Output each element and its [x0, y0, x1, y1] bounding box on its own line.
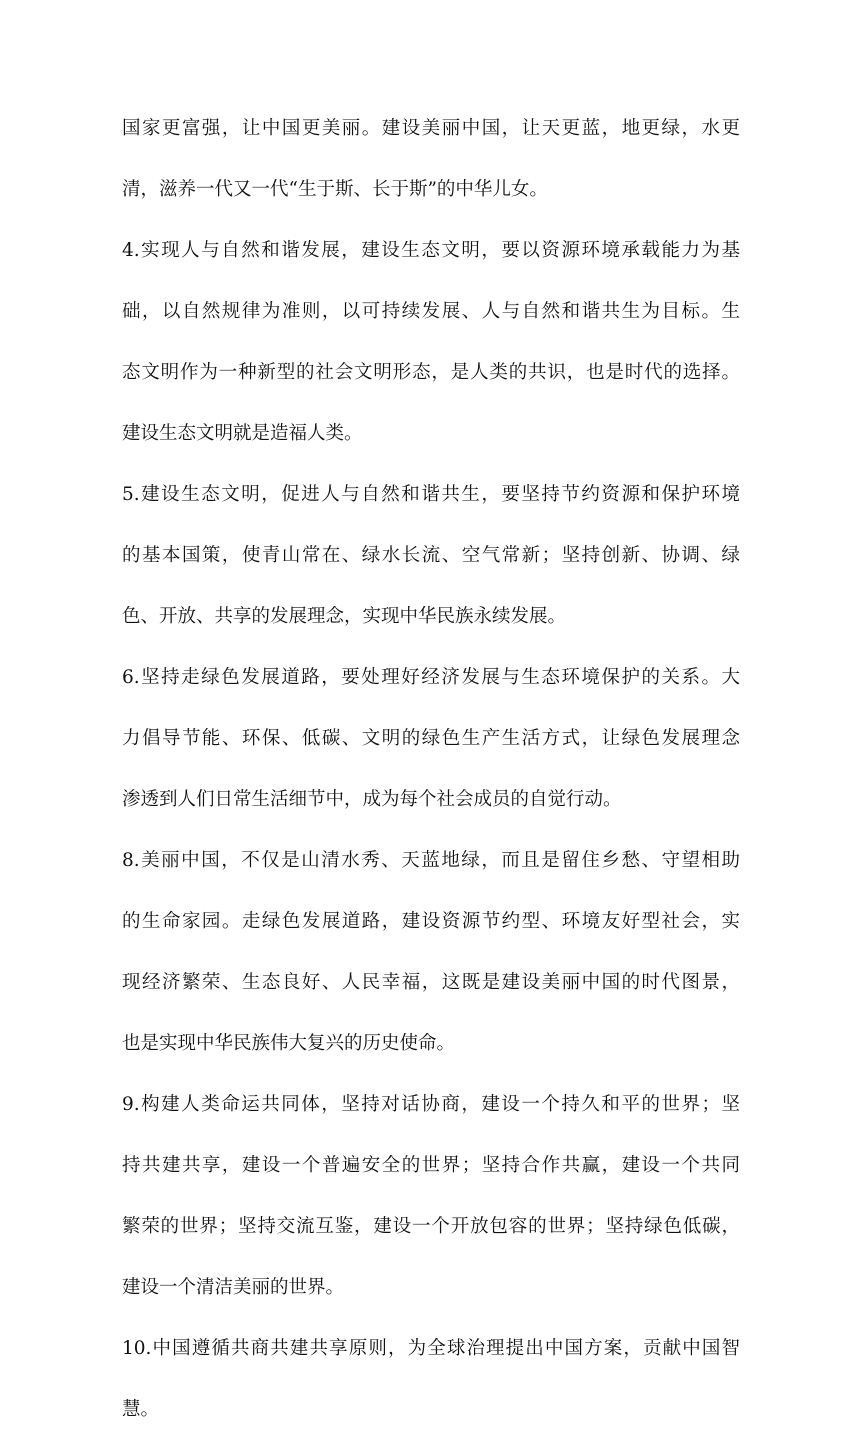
text-line: 清，滋养一代又一代“生于斯、长于斯”的中华儿女。 [122, 179, 548, 200]
text-line: 力倡导节能、环保、低碳、文明的绿色生产生活方式，让绿色发展理念 [122, 728, 740, 749]
text-line: 4.实现人与自然和谐发展，建设生态文明，要以资源环境承载能力为基 [122, 240, 740, 261]
text-line: 建设生态文明就是造福人类。 [122, 423, 363, 444]
text-line: 持共建共享，建设一个普遍安全的世界；坚持合作共赢，建设一个共同 [122, 1155, 740, 1176]
text-line: 础，以自然规律为准则，以可持续发展、人与自然和谐共生为目标。生 [122, 301, 740, 322]
text-line: 5.建设生态文明，促进人与自然和谐共生，要坚持节约资源和保护环境 [122, 484, 740, 505]
text-line: 也是实现中华民族伟大复兴的历史使命。 [122, 1033, 456, 1054]
text-line: 8.美丽中国，不仅是山清水秀、天蓝地绿，而且是留住乡愁、守望相助 [122, 850, 740, 871]
text-line: 繁荣的世界；坚持交流互鉴，建设一个开放包容的世界；坚持绿色低碳， [122, 1216, 740, 1237]
text-line: 建设一个清洁美丽的世界。 [122, 1277, 345, 1298]
text-line: 的生命家园。走绿色发展道路，建设资源节约型、环境友好型社会，实 [122, 911, 740, 932]
text-line: 9.构建人类命运共同体，坚持对话协商，建设一个持久和平的世界；坚 [122, 1094, 740, 1115]
text-line: 色、开放、共享的发展理念，实现中华民族永续发展。 [122, 606, 567, 627]
text-line: 国家更富强，让中国更美丽。建设美丽中国，让天更蓝，地更绿，水更 [122, 118, 740, 139]
text-line: 慧。 [122, 1399, 160, 1420]
text-line: 渗透到人们日常生活细节中，成为每个社会成员的自觉行动。 [122, 789, 622, 810]
text-line: 10.中国遵循共商共建共享原则，为全球治理提出中国方案，贡献中国智 [122, 1338, 740, 1359]
text-line: 态文明作为一种新型的社会文明形态，是人类的共识，也是时代的选择。 [122, 362, 740, 383]
text-line: 6.坚持走绿色发展道路，要处理好经济发展与生态环境保护的关系。大 [122, 667, 740, 688]
text-line: 的基本国策，使青山常在、绿水长流、空气常新；坚持创新、协调、绿 [122, 545, 740, 566]
text-line: 现经济繁荣、生态良好、人民幸福，这既是建设美丽中国的时代图景， [122, 972, 740, 993]
